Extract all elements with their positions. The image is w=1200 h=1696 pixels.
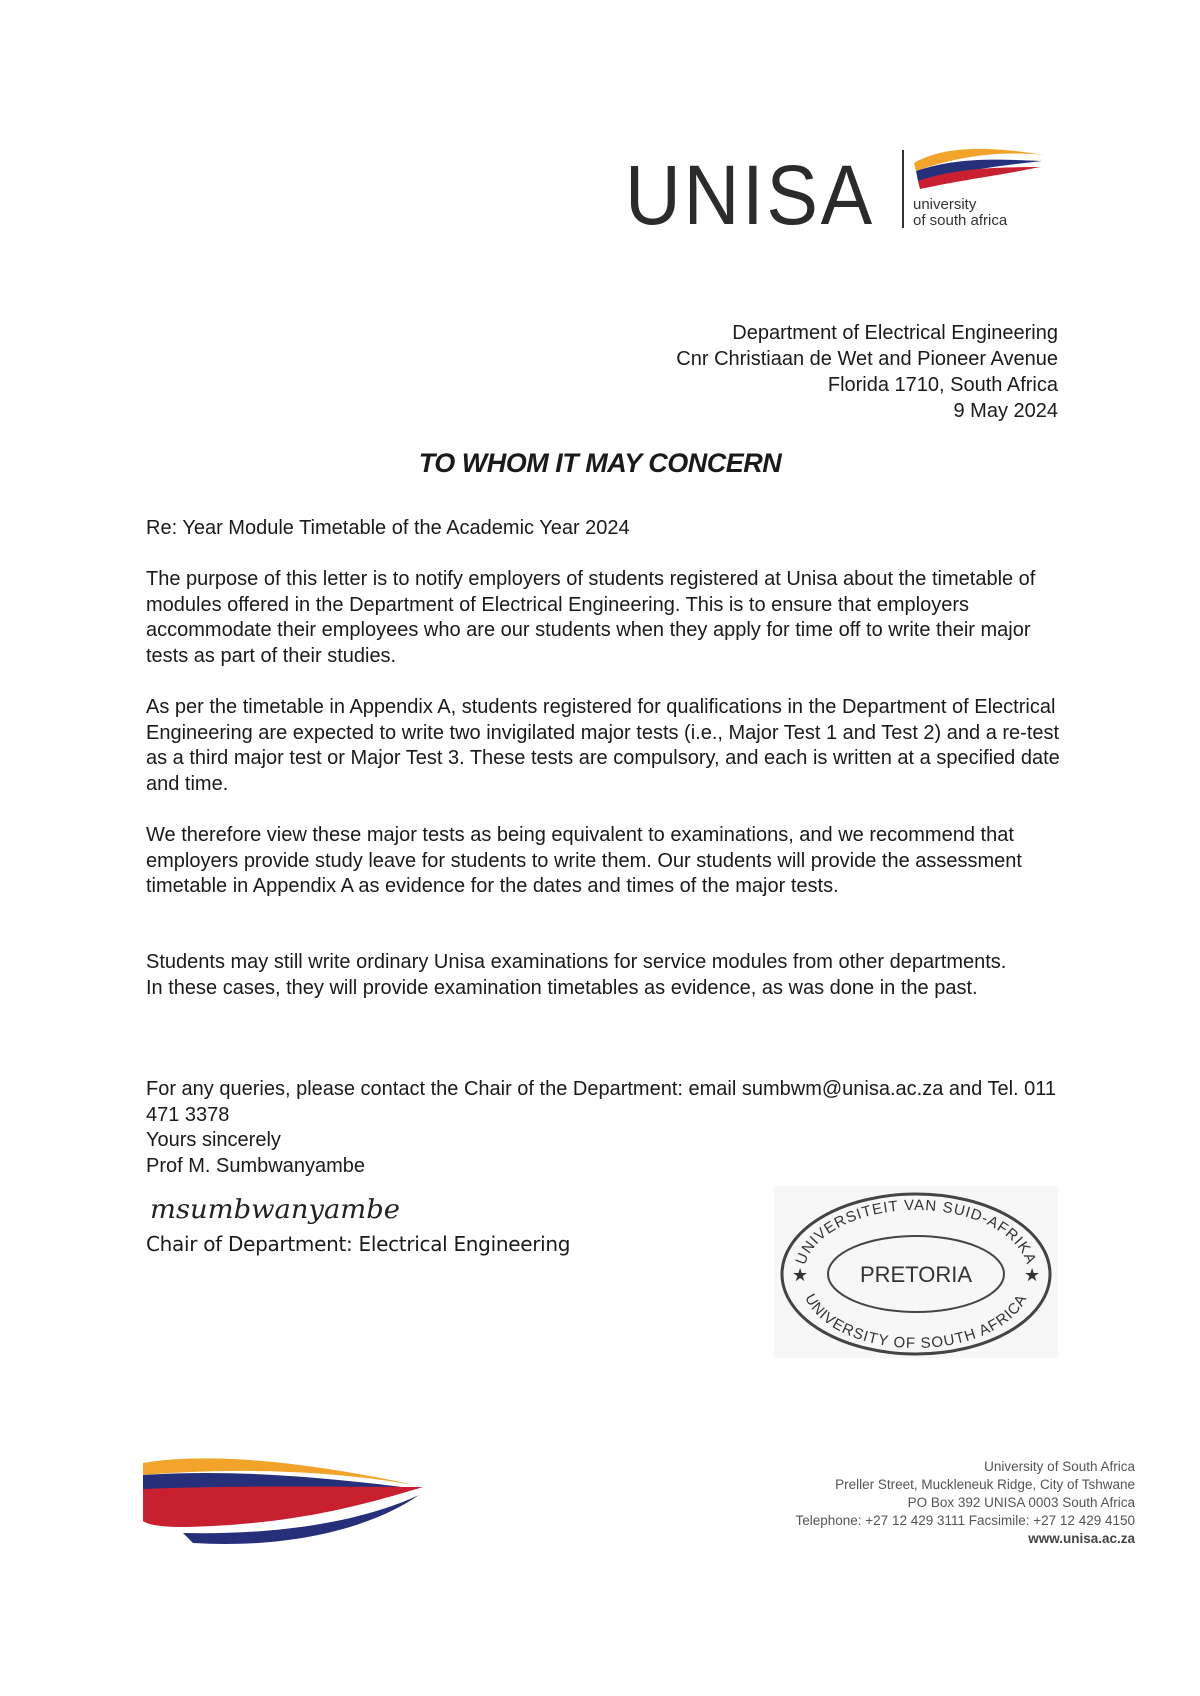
letter-date: 9 May 2024 [953, 400, 1058, 422]
address-line-2: Cnr Christiaan de Wet and Pioneer Avenue [676, 348, 1058, 370]
footer-swoosh-icon [143, 1455, 423, 1550]
paragraph-text: The purpose of this letter is to notify employers of students registered at Unisa about the timetable of modules offered in the Department of Electrical Engineering. This is to ensure that employers accommodate their employees who are our students when they apply for time off to write their major tests as part of their studies. [146, 568, 1036, 667]
footer-line-1: University of South Africa [984, 1459, 1135, 1474]
signatory-name: Prof M. Sumbwanyambe [146, 1154, 365, 1177]
logo-wordmark: UNISA [625, 148, 875, 242]
signature-text: msumbwanyambe [150, 1195, 400, 1225]
closing-block [146, 1077, 1066, 1179]
stamp-star-icon: ★ [1024, 1265, 1041, 1285]
handwritten-signature [148, 1188, 408, 1232]
footer-line-2: Preller Street, Muckleneuk Ridge, City of Tshwane [835, 1477, 1135, 1492]
signatory-title: Chair of Department: Electrical Engineering [146, 1232, 571, 1256]
official-stamp [774, 1186, 1058, 1358]
paragraph-text: In these cases, they will provide examination timetables as evidence, as was done in the past. [146, 976, 978, 999]
logo-subtitle [913, 197, 1007, 229]
logo-subtitle-line2: of south africa [913, 212, 1008, 229]
footer-line-3: PO Box 392 UNISA 0003 South Africa [907, 1495, 1135, 1510]
stamp-star-icon: ★ [792, 1265, 809, 1285]
paragraph-study-leave [146, 823, 1066, 900]
address-line-1: Department of Electrical Engineering [732, 322, 1058, 344]
paragraph-examinations [146, 950, 1066, 1001]
letter-title: TO WHOM IT MAY CONCERN [418, 448, 782, 478]
stamp-center-text: PRETORIA [859, 1262, 973, 1287]
sender-address [676, 320, 1058, 424]
address-line-3: Florida 1710, South Africa [827, 374, 1058, 396]
footer-address [795, 1458, 1135, 1548]
paragraph-timetable [146, 695, 1066, 797]
paragraph-purpose [146, 567, 1066, 669]
unisa-logo [625, 145, 1045, 242]
paragraph-text: As per the timetable in Appendix A, students registered for qualifications in the Department of Electrical Engineering are expected to write two invigilated major tests (i.e., Major Test 1 and Test 2) and a re-test as a third major test or Major Test 3. These tests are compulsory, and each is written at a specified date and time. [146, 696, 1060, 795]
footer-line-4: Telephone: +27 12 429 3111 Facsimile: +27 12 429 4150 [795, 1513, 1135, 1528]
logo-divider [902, 150, 904, 228]
stamp-bottom-text: UNIVERSITY OF SOUTH AFRICA [801, 1291, 1031, 1353]
paragraph-text: We therefore view these major tests as being equivalent to examinations, and we recommend that employers provide study leave for students to write them. Our students will provide the assessment timetable in Appendix A as evidence for the dates and times of the major tests. [146, 824, 1022, 897]
subject-line: Re: Year Module Timetable of the Academic Year 2024 [146, 517, 630, 539]
logo-subtitle-line1: university [913, 196, 977, 213]
logo-swoosh-icon [912, 145, 1047, 189]
stamp-top-text: UNIVERSITEIT VAN SUID-AFRIKA [792, 1196, 1040, 1267]
contact-text: For any queries, please contact the Chair of the Department: email sumbwm@unisa.ac.za and Tel. 011 471 3378 [146, 1078, 1057, 1126]
closing-salutation: Yours sincerely [146, 1129, 281, 1151]
footer-website: www.unisa.ac.za [1028, 1531, 1135, 1546]
paragraph-text: Students may still write ordinary Unisa examinations for service modules from other departments. [146, 951, 1007, 973]
